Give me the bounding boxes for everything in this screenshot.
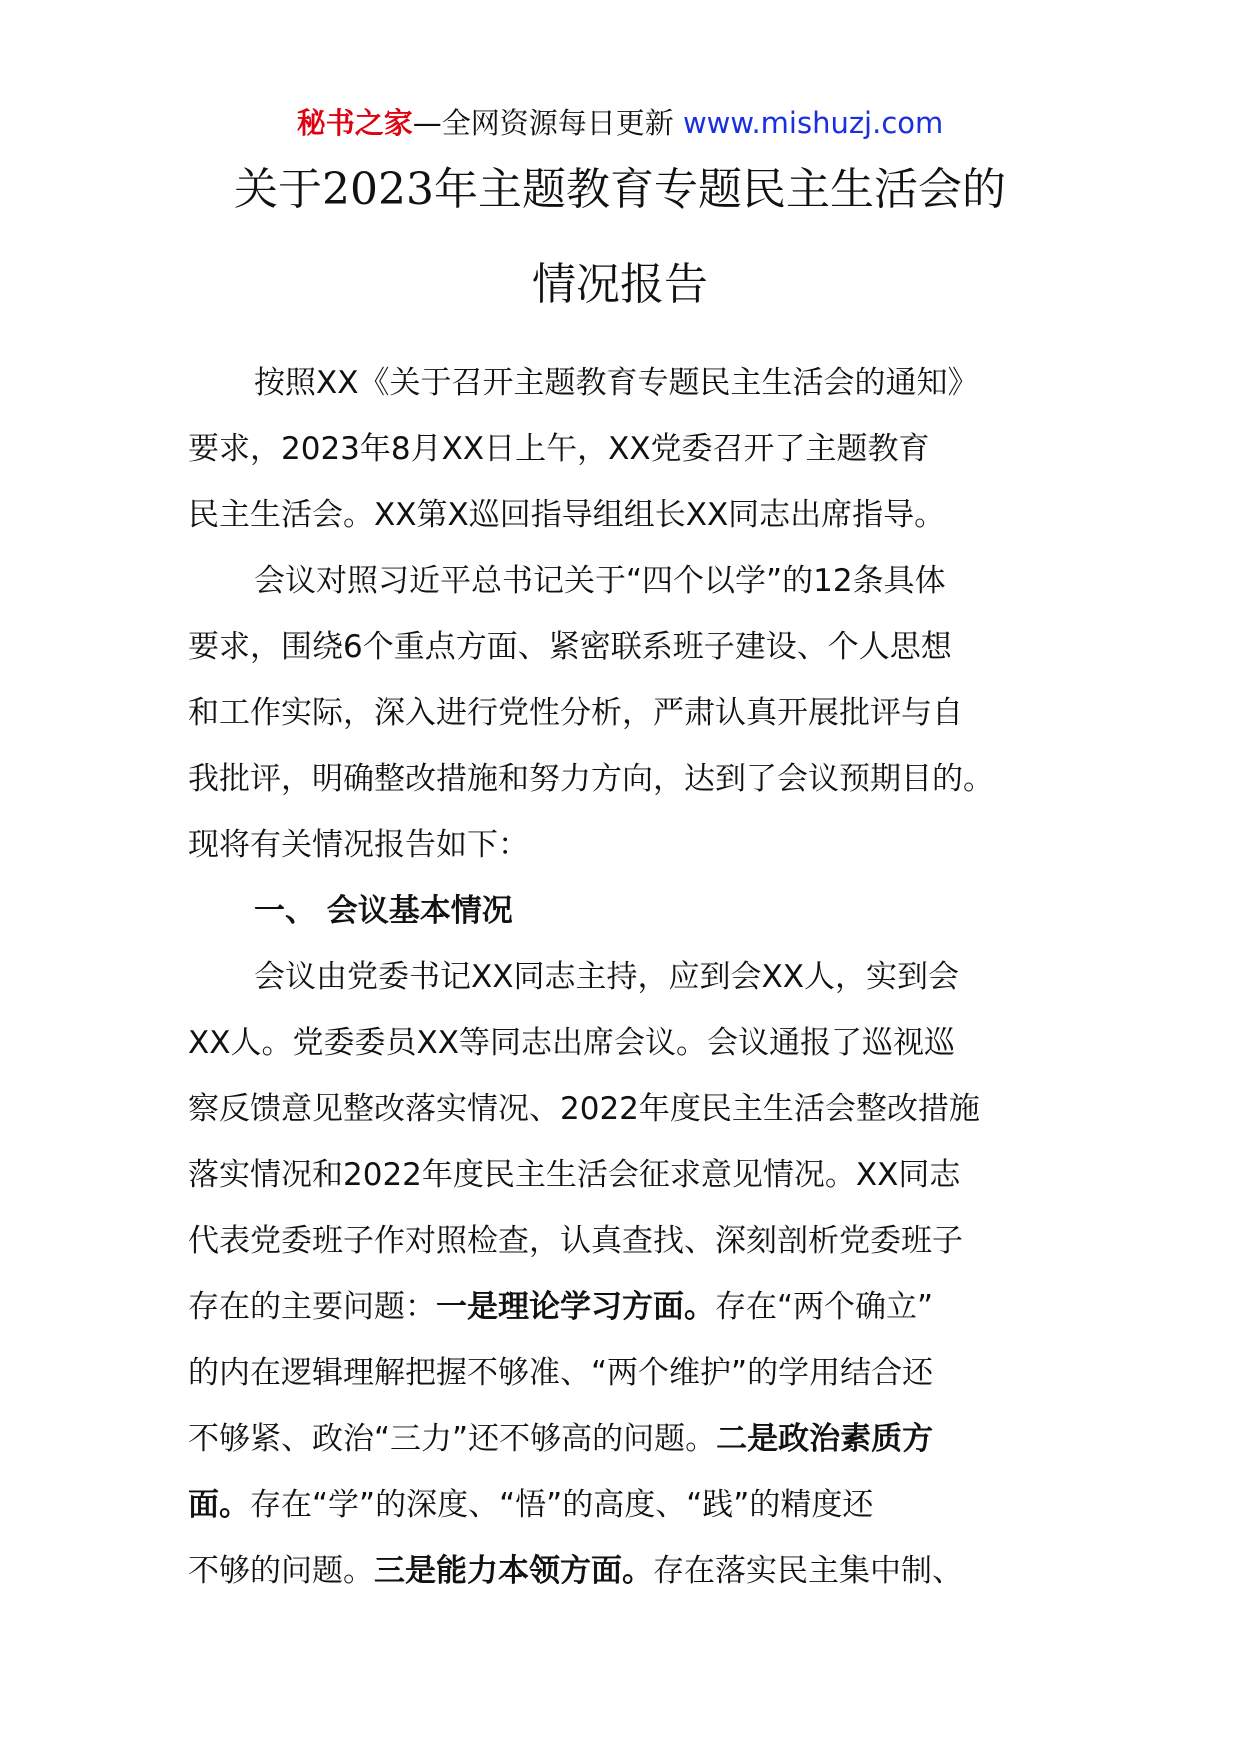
text-run: 存在落实民主集中制、 — [653, 1553, 963, 1589]
site-url-link[interactable]: www.mishuzj.com — [682, 106, 944, 140]
paragraph-2-line: 要求，围绕6个重点方面、紧密联系班子建设、个人思想 — [188, 629, 952, 665]
document-title-line-1: 关于2023年主题教育专题民主生活会的 — [234, 164, 1006, 215]
paragraph-1-line: 按照XX《关于召开主题教育专题民主生活会的通知》 — [254, 365, 979, 401]
bold-subheading: 一是理论学习方面。 — [436, 1289, 715, 1325]
text-run: 存在“学”的深度、“悟”的高度、“践”的精度还 — [250, 1487, 874, 1523]
paragraph-2-line: 现将有关情况报告如下： — [188, 827, 529, 863]
text-run: 不够紧、政治“三力”还不够高的问题。 — [188, 1421, 717, 1457]
banner-slogan: —全网资源每日更新 — [412, 106, 674, 140]
document-title-line-2: 情况报告 — [532, 259, 708, 310]
paragraph-3-line — [188, 1274, 1068, 1340]
paragraph-2-line: 会议对照习近平总书记关于“四个以学”的12条具体 — [254, 563, 946, 599]
paragraph-3-line: 的内在逻辑理解把握不够准、“两个维护”的学用结合还 — [188, 1355, 934, 1391]
paragraph-2-line: 和工作实际，深入进行党性分析，严肃认真开展批评与自 — [188, 695, 963, 731]
paragraph-3-line — [188, 1406, 1068, 1472]
paragraph-3-line — [188, 1472, 1068, 1538]
site-banner — [0, 103, 1240, 143]
paragraph-3-line: 会议由党委书记XX同志主持，应到会XX人，实到会 — [254, 959, 959, 995]
text-run: 存在的主要问题： — [188, 1289, 436, 1325]
paragraph-2-line: 我批评，明确整改措施和努力方向，达到了会议预期目的。 — [188, 761, 994, 797]
paragraph-1-line: 民主生活会。XX第X巡回指导组组长XX同志出席指导。 — [188, 497, 946, 533]
text-run: 不够的问题。 — [188, 1553, 374, 1589]
paragraph-3-line: 察反馈意见整改落实情况、2022年度民主生活会整改措施 — [188, 1091, 980, 1127]
section-heading: 一、 会议基本情况 — [254, 893, 513, 929]
bold-subheading: 二是政治素质方 — [716, 1421, 934, 1457]
paragraph-3-line: 落实情况和2022年度民主生活会征求意见情况。XX同志 — [188, 1157, 961, 1193]
bold-subheading: 面。 — [188, 1487, 250, 1523]
bold-subheading: 三是能力本领方面。 — [374, 1553, 653, 1589]
paragraph-3-line: XX人。党委委员XX等同志出席会议。会议通报了巡视巡 — [188, 1025, 955, 1061]
paragraph-3-line: 代表党委班子作对照检查，认真查找、深刻剖析党委班子 — [188, 1223, 963, 1259]
brand-name: 秘书之家 — [296, 106, 413, 140]
paragraph-3-line — [188, 1538, 1068, 1604]
paragraph-1-line: 要求，2023年8月XX日上午，XX党委召开了主题教育 — [188, 431, 930, 467]
document-body — [188, 350, 1068, 1604]
text-run: 存在“两个确立” — [715, 1289, 934, 1325]
